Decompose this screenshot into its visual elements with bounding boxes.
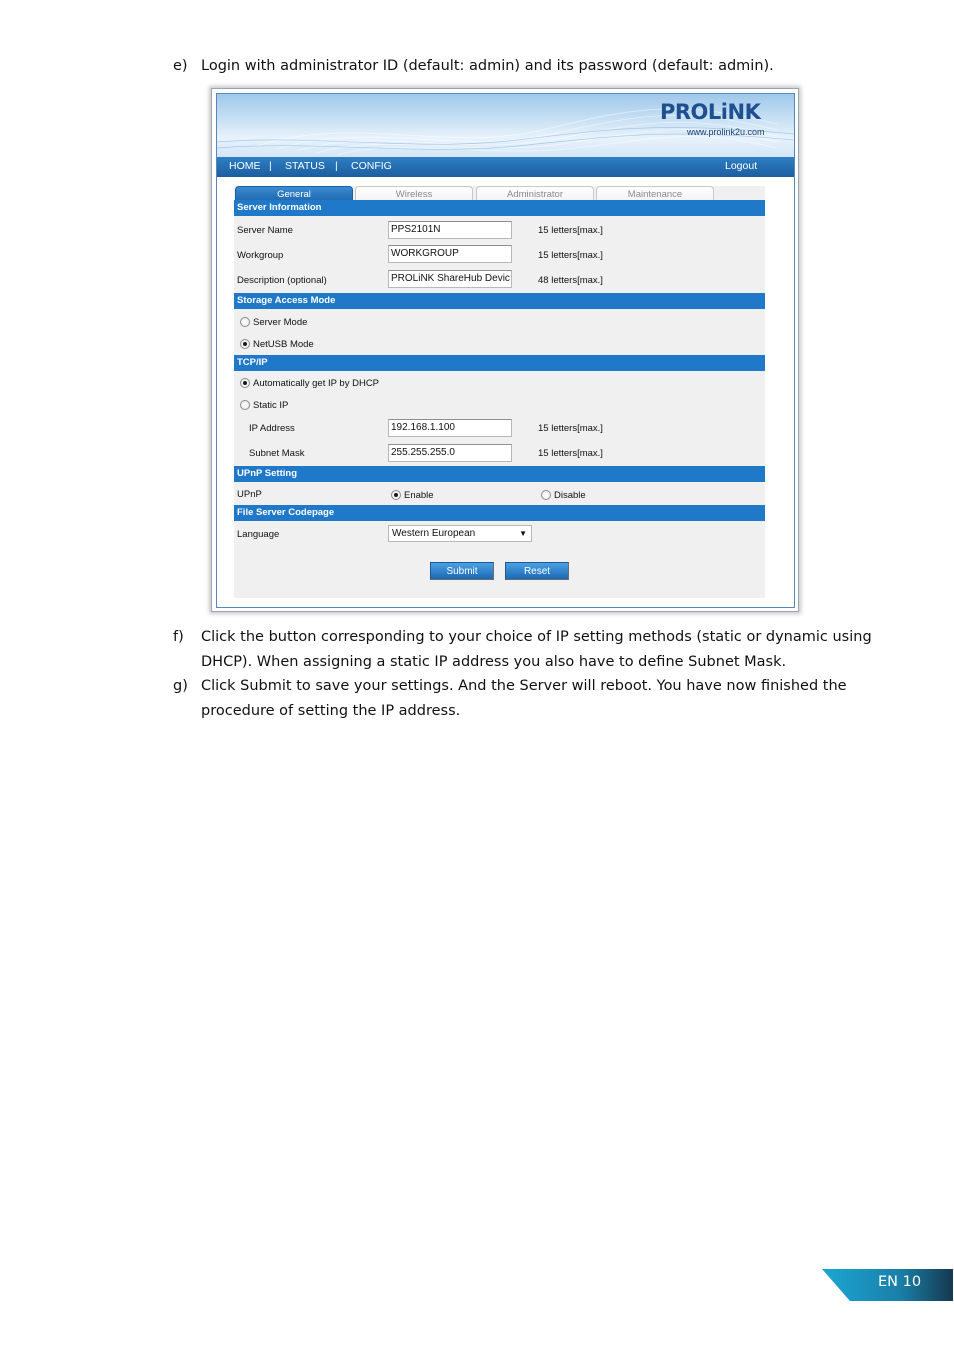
description-label: Description (optional)	[237, 275, 327, 286]
tab-maintenance[interactable]: Maintenance	[596, 186, 714, 202]
config-window	[216, 93, 795, 608]
ip-address-label: IP Address	[249, 423, 295, 434]
menu-separator: |	[335, 160, 338, 172]
server-name-input[interactable]: PPS2101N	[388, 221, 512, 239]
upnp-label: UPnP	[237, 489, 262, 500]
subnet-mask-input[interactable]: 255.255.255.0	[388, 444, 512, 462]
reset-button[interactable]: Reset	[505, 562, 569, 580]
section-upnp-setting: UPnP Setting	[234, 466, 765, 482]
upnp-enable-radio[interactable]	[391, 490, 401, 500]
page-number-tab	[822, 1269, 953, 1301]
workgroup-label: Workgroup	[237, 250, 284, 261]
description-hint: 48 letters[max.]	[538, 275, 603, 286]
menu-logout[interactable]: Logout	[725, 160, 758, 172]
submit-button[interactable]: Submit	[430, 562, 494, 580]
step-e-text: Login with administrator ID (default: admin) and its password (default: admin).	[201, 58, 774, 74]
step-e-letter: e)	[173, 58, 188, 74]
config-screenshot	[211, 88, 799, 612]
step-g-text-line2: procedure of setting the IP address.	[201, 703, 461, 719]
section-file-server-codepage: File Server Codepage	[234, 505, 765, 521]
tab-administrator[interactable]: Administrator	[476, 186, 594, 202]
step-f-letter: f)	[173, 629, 184, 645]
server-name-hint: 15 letters[max.]	[538, 225, 603, 236]
config-content	[234, 186, 765, 598]
dhcp-label: Automatically get IP by DHCP	[253, 378, 380, 389]
menu-config[interactable]: CONFIG	[351, 160, 392, 172]
step-g-letter: g)	[173, 678, 188, 694]
section-storage-access-mode: Storage Access Mode	[234, 293, 765, 309]
description-input[interactable]: PROLiNK ShareHub Devic	[388, 270, 512, 288]
server-name-label: Server Name	[237, 225, 293, 236]
ip-address-hint: 15 letters[max.]	[538, 423, 603, 434]
server-mode-label: Server Mode	[253, 317, 308, 328]
prolink-url: www.prolink2u.com	[687, 127, 765, 137]
tab-wireless[interactable]: Wireless	[355, 186, 473, 202]
page-number: EN 10	[878, 1274, 922, 1290]
tab-general[interactable]: General	[235, 186, 353, 202]
step-f-text-line1: Click the button corresponding to your choice of IP setting methods (static or dynamic using	[201, 629, 872, 645]
workgroup-hint: 15 letters[max.]	[538, 250, 603, 261]
netusb-mode-radio[interactable]	[240, 339, 250, 349]
workgroup-input[interactable]: WORKGROUP	[388, 245, 512, 263]
subnet-mask-label: Subnet Mask	[249, 448, 305, 459]
upnp-disable-label: Disable	[554, 490, 586, 501]
language-select-value: Western European	[392, 528, 476, 539]
chevron-down-icon: ▼	[519, 529, 527, 538]
ip-address-input[interactable]: 192.168.1.100	[388, 419, 512, 437]
upnp-enable-label: Enable	[404, 490, 434, 501]
menu-separator: |	[269, 160, 272, 172]
dhcp-radio[interactable]	[240, 378, 250, 388]
static-ip-radio[interactable]	[240, 400, 250, 410]
header-banner	[217, 94, 794, 157]
step-f-text-line2: DHCP). When assigning a static IP address you also have to define Subnet Mask.	[201, 654, 787, 670]
section-server-information: Server Information	[234, 200, 765, 216]
server-mode-radio[interactable]	[240, 317, 250, 327]
menu-home[interactable]: HOME	[229, 160, 261, 172]
netusb-mode-label: NetUSB Mode	[253, 339, 314, 350]
language-label: Language	[237, 529, 280, 540]
upnp-disable-radio[interactable]	[541, 490, 551, 500]
language-select[interactable]	[388, 525, 532, 542]
subnet-mask-hint: 15 letters[max.]	[538, 448, 603, 459]
top-menu	[217, 157, 794, 177]
static-ip-label: Static IP	[253, 400, 289, 411]
prolink-logo: PROLiNK	[660, 100, 761, 124]
section-tcpip: TCP/IP	[234, 355, 765, 371]
menu-status[interactable]: STATUS	[285, 160, 325, 172]
step-g-text-line1: Click Submit to save your settings. And the Server will reboot. You have now finished the	[201, 678, 847, 694]
